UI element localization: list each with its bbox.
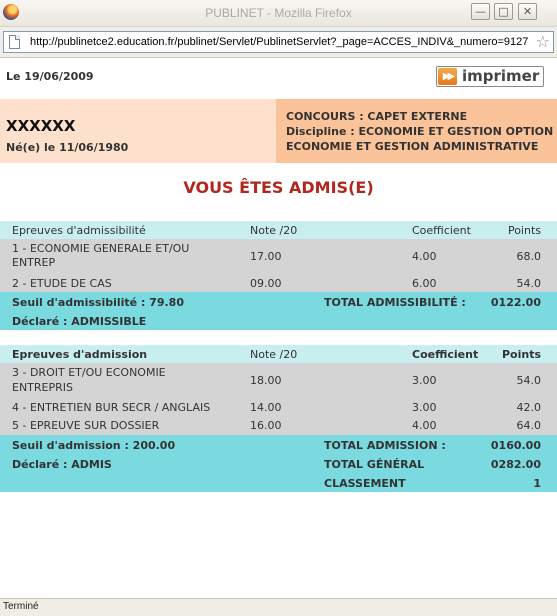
note-value: 17.00 — [250, 250, 282, 263]
epreuve-label: 5 - EPREUVE SUR DOSSIER — [12, 419, 160, 432]
admission-summary — [0, 435, 557, 492]
total-general-label: TOTAL GÉNÉRAL — [324, 458, 425, 471]
note-value: 14.00 — [250, 401, 282, 414]
candidate-birthdate: Né(e) le 11/06/1980 — [6, 141, 129, 154]
coef-value: 3.00 — [412, 374, 437, 387]
declare-admis: Déclaré : ADMIS — [12, 458, 112, 471]
col-epreuve: Epreuves d'admissibilité — [12, 224, 146, 237]
coef-value: 6.00 — [412, 277, 437, 290]
total-admissibilite-value: 0122.00 — [490, 296, 541, 309]
col-points: Points — [507, 224, 541, 237]
table-row — [0, 274, 557, 292]
page-icon — [9, 35, 20, 49]
epreuve-label-cont: ENTREP — [12, 256, 56, 269]
col-note: Note /20 — [250, 348, 298, 361]
result-heading: VOUS ÊTES ADMIS(E) — [183, 178, 374, 197]
declare-admissible: Déclaré : ADMISSIBLE — [12, 315, 147, 328]
note-value: 16.00 — [250, 419, 282, 432]
total-admission-value: 0160.00 — [490, 439, 541, 452]
url-input[interactable] — [3, 31, 554, 53]
minimize-button[interactable]: — — [471, 3, 490, 20]
note-value: 18.00 — [250, 374, 282, 387]
coef-value: 3.00 — [412, 401, 437, 414]
col-note: Note /20 — [250, 224, 298, 237]
admissibilite-header — [0, 221, 557, 239]
points-value: 64.0 — [516, 419, 541, 432]
status-text: Terminé — [3, 601, 39, 612]
col-epreuve: Epreuves d'admission — [12, 348, 148, 361]
epreuve-label: 2 - ETUDE DE CAS — [12, 277, 112, 290]
epreuve-label: 4 - ENTRETIEN BUR SECR / ANGLAIS — [12, 401, 211, 414]
close-button[interactable]: ✕ — [518, 3, 537, 20]
points-value: 68.0 — [516, 250, 541, 263]
concours-label: CONCOURS : CAPET EXTERNE — [286, 110, 468, 123]
coef-value: 4.00 — [412, 250, 437, 263]
window-title: PUBLINET - Mozilla Firefox — [205, 6, 352, 20]
note-value: 09.00 — [250, 277, 282, 290]
candidate-name: XXXXXX — [6, 117, 76, 135]
print-button[interactable] — [436, 66, 544, 87]
points-value: 54.0 — [516, 277, 541, 290]
epreuve-label: 1 - ECONOMIE GENERALE ET/OU — [12, 242, 190, 255]
total-admission-label: TOTAL ADMISSION : — [324, 439, 446, 452]
classement-value: 1 — [533, 477, 541, 490]
epreuve-label: 3 - DROIT ET/OU ECONOMIE — [12, 366, 166, 379]
points-value: 42.0 — [516, 401, 541, 414]
fast-forward-icon: ▶▶ — [438, 68, 457, 85]
table-row — [0, 398, 557, 416]
print-label: imprimer — [462, 67, 540, 85]
exam-info-panel — [276, 99, 557, 163]
status-bar — [0, 598, 557, 616]
seuil-admission: Seuil d'admission : 200.00 — [12, 439, 176, 452]
url-text[interactable]: http://publinetce2.education.fr/publinet/Servlet/PublinetServlet?_page=ACCES_INDIV&_numero=9127 — [30, 36, 529, 48]
window-titlebar — [0, 0, 557, 27]
table-row — [0, 239, 557, 274]
col-points: Points — [501, 348, 541, 361]
admissibilite-summary — [0, 292, 557, 330]
seuil-admissibilite: Seuil d'admissibilité : 79.80 — [12, 296, 184, 309]
discipline-line-2: ECONOMIE ET GESTION ADMINISTRATIVE — [286, 140, 539, 153]
total-admissibilite-label: TOTAL ADMISSIBILITÉ : — [324, 296, 466, 309]
epreuve-label-cont: ENTREPRIS — [12, 381, 73, 394]
points-value: 54.0 — [516, 374, 541, 387]
classement-label: CLASSEMENT — [324, 477, 406, 490]
table-row — [0, 416, 557, 435]
report-date: Le 19/06/2009 — [6, 70, 94, 83]
col-coef: Coefficient — [412, 348, 479, 361]
total-general-value: 0282.00 — [490, 458, 541, 471]
candidate-panel — [0, 99, 276, 163]
maximize-button[interactable]: □ — [494, 3, 513, 20]
address-bar — [0, 27, 557, 58]
bookmark-star-icon[interactable]: ☆ — [535, 32, 550, 51]
discipline-line-1: Discipline : ECONOMIE ET GESTION OPTION — [286, 125, 554, 138]
admission-header — [0, 345, 557, 363]
coef-value: 4.00 — [412, 419, 437, 432]
table-row — [0, 363, 557, 398]
col-coef: Coefficient — [412, 224, 471, 237]
